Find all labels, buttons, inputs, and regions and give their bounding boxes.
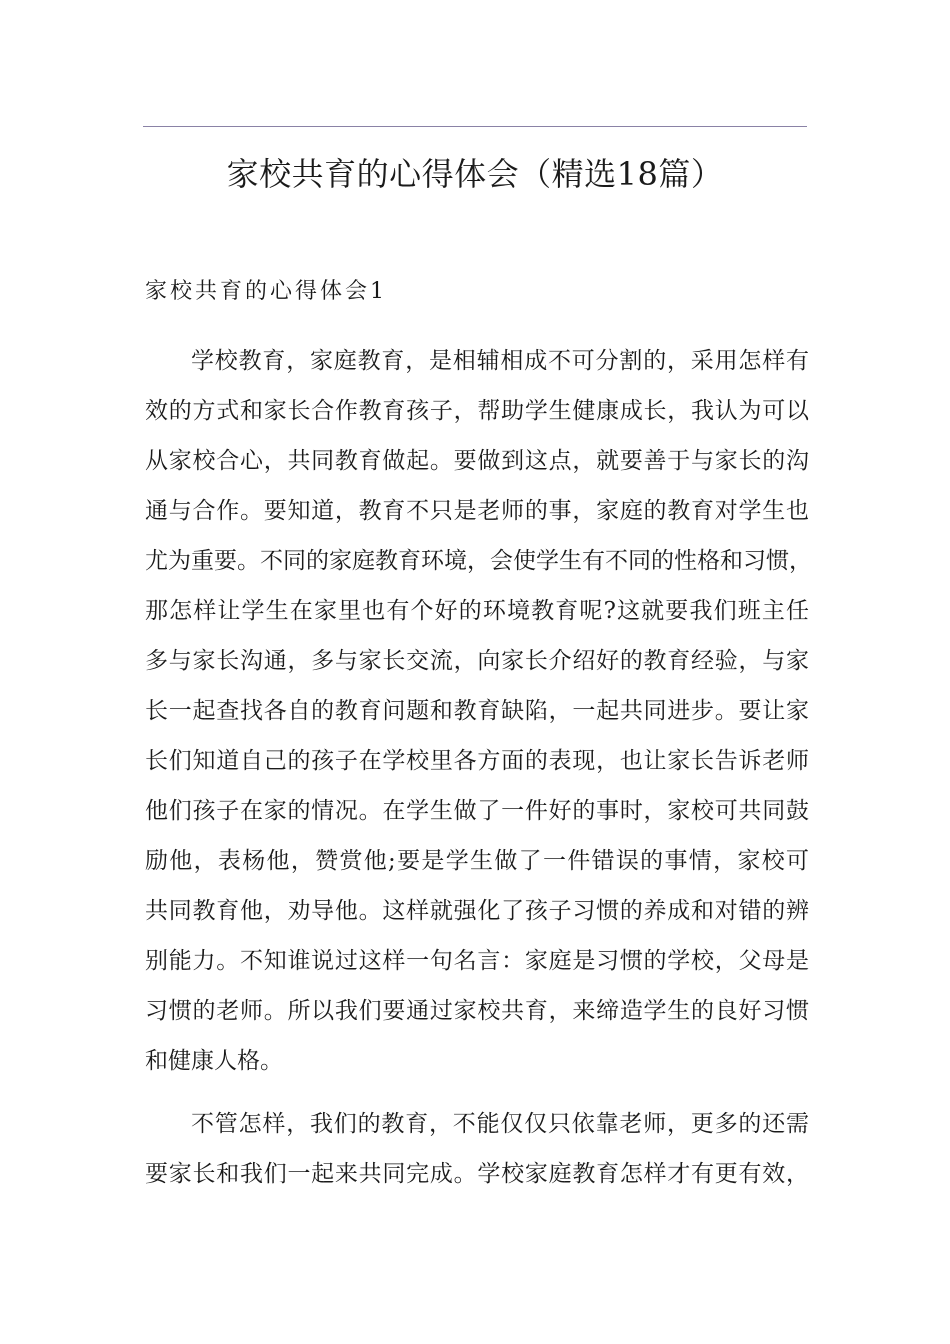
header-rule [143, 126, 807, 127]
paragraph-line: 长一起查找各自的教育问题和教育缺陷，一起共同进步。要让家 [145, 698, 809, 724]
paragraph-line: 他们孩子在家的情况。在学生做了一件好的事时，家校可共同鼓 [145, 798, 809, 824]
section-heading: 家校共育的心得体会1 [145, 279, 387, 304]
paragraph-line: 励他，表杨他，赞赏他;要是学生做了一件错误的事情，家校可 [145, 848, 809, 874]
paragraph-line: 效的方式和家长合作教育孩子，帮助学生健康成长，我认为可以 [145, 398, 809, 424]
paragraph-line: 别能力。不知谁说过这样一句名言：家庭是习惯的学校，父母是 [145, 948, 809, 974]
paragraph-1 [145, 340, 812, 1090]
paragraph-line: 从家校合心，共同教育做起。要做到这点，就要善于与家长的沟 [145, 448, 809, 474]
paragraph-line: 长们知道自己的孩子在学校里各方面的表现，也让家长告诉老师 [145, 748, 809, 774]
paragraph-line: 习惯的老师。所以我们要通过家校共育，来缔造学生的良好习惯 [145, 998, 809, 1024]
paragraph-line: 多与家长沟通，多与家长交流，向家长介绍好的教育经验，与家 [145, 648, 809, 674]
paragraph-line: 尤为重要。不同的家庭教育环境，会使学生有不同的性格和习惯， [145, 548, 812, 574]
paragraph-line: 学校教育，家庭教育，是相辅相成不可分割的，采用怎样有 [191, 348, 809, 374]
paragraph-line: 和健康人格。 [145, 1048, 283, 1074]
paragraph-line: 要家长和我们一起来共同完成。学校家庭教育怎样才有更有效， [145, 1161, 809, 1187]
document-title: 家校共育的心得体会（精选18篇） [226, 155, 724, 193]
paragraph-line: 那怎样让学生在家里也有个好的环境教育呢?这就要我们班主任 [145, 598, 809, 624]
paragraph-line: 通与合作。要知道，教育不只是老师的事，家庭的教育对学生也 [145, 498, 809, 524]
paragraph-2 [145, 1103, 809, 1203]
paragraph-line: 不管怎样，我们的教育，不能仅仅只依靠老师，更多的还需 [191, 1111, 809, 1137]
paragraph-line: 共同教育他，劝导他。这样就强化了孩子习惯的养成和对错的辨 [145, 898, 809, 924]
